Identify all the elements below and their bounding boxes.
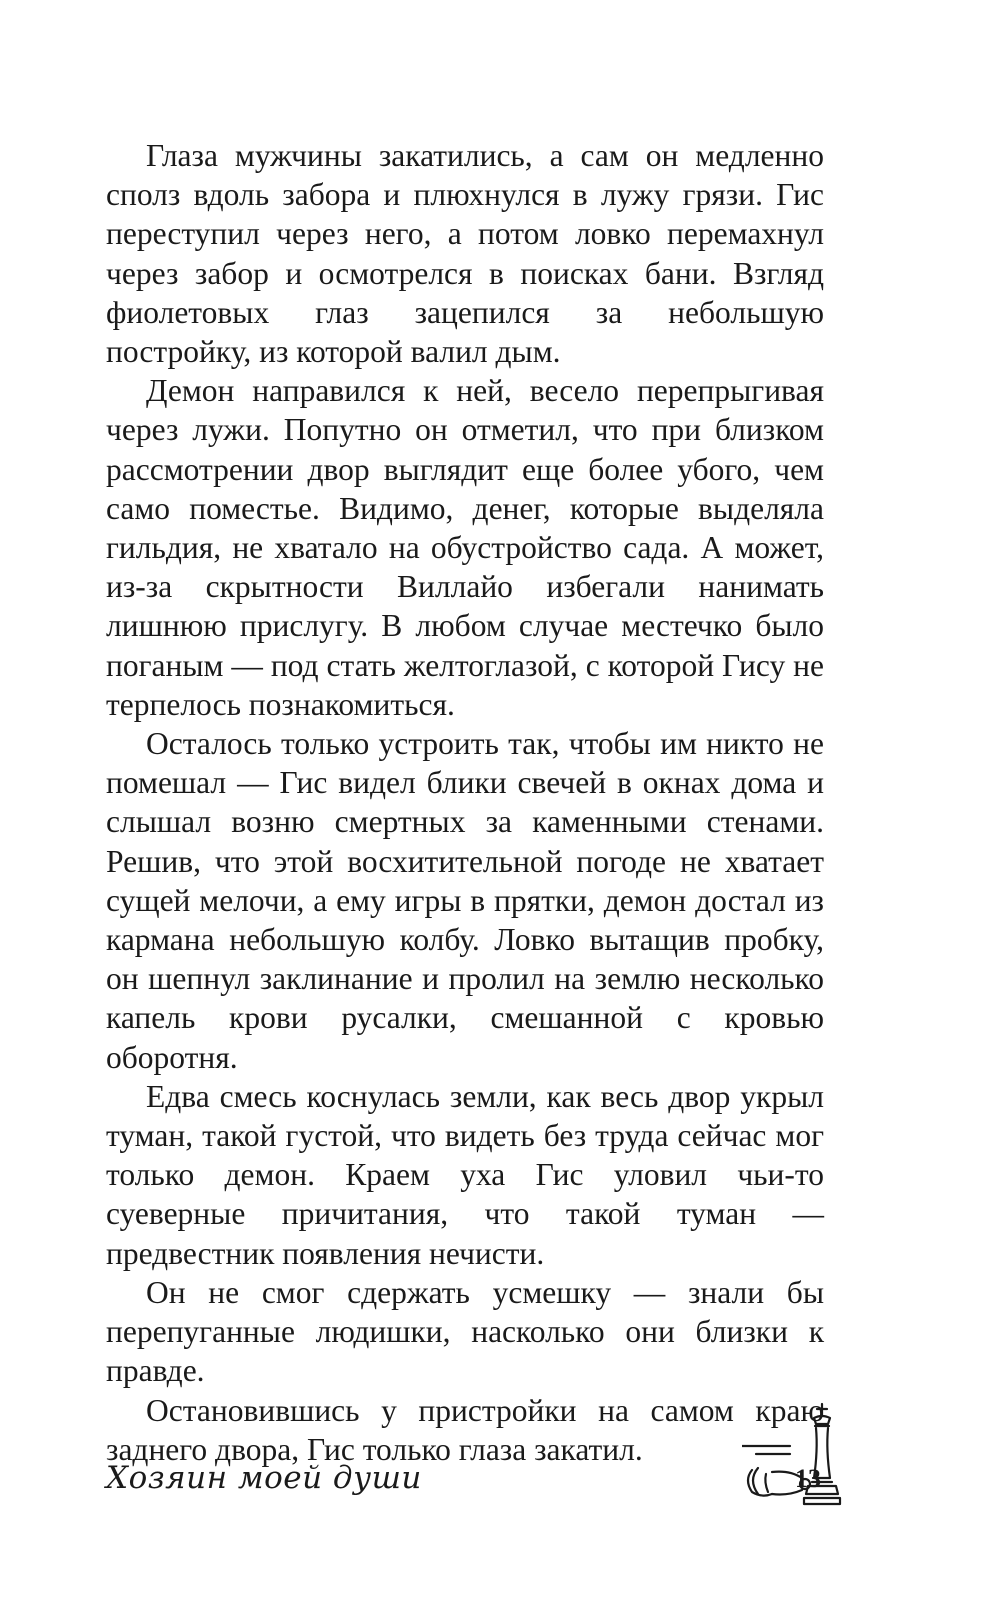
page-number: 13 (795, 1464, 821, 1493)
paragraph: Демон направился к ней, весело перепрыгивая через лужи. Попутно он отметил, что при близком рассмотрении двор выглядит еще более убого, чем само поместье. Видимо, денег, которые выделяла гильдия, не хватало на обустройство сада. А может, из-за скрытности Виллайо избегали нанимать лишнюю прислугу. В любом случае местечко было поганым — под стать желтоглазой, с которой Гису не терпелось познакомиться. (106, 373, 824, 722)
running-title: Хозяин моей души (106, 1460, 422, 1496)
paragraph: Он не смог сдержать усмешку — знали бы перепуганные людишки, насколько они близки к правде. (106, 1274, 824, 1389)
paragraph: Осталось только устроить так, чтобы им никто не помешал — Гис видел блики свечей в окнах дома и слышал возню смертных за каменными стенами. Решив, что этой восхитительной погоде не хватает сущей мелочи, а ему игры в прятки, демон достал из кармана небольшую колбу. Ловко вытащив пробку, он шепнул заклинание и пролил на землю несколько капель крови русалки, смешанной с кровью оборотня. (106, 726, 824, 1075)
paragraph: Остановившись у пристройки на самом краю заднего двора, Гис только глаза закатил. (106, 1392, 824, 1467)
paragraph: Глаза мужчины закатились, а сам он медленно сполз вдоль забора и плюхнулся в лужу грязи. Гис переступил через него, а потом ловко перемахнул через забор и осмотрелся в поисках бани. Взгляд фиолетовых глаз зацепился за небольшую постройку, из которой валил дым. (106, 138, 824, 370)
chess-pieces-icon (742, 1400, 876, 1510)
body-text (106, 136, 824, 1469)
paragraph: Едва смесь коснулась земли, как весь двор укрыл туман, такой густой, что видеть без труда сейчас мог только демон. Краем уха Гис уловил чьи-то суеверные причитания, что такой туман — предвестник появления нечисти. (106, 1078, 824, 1271)
